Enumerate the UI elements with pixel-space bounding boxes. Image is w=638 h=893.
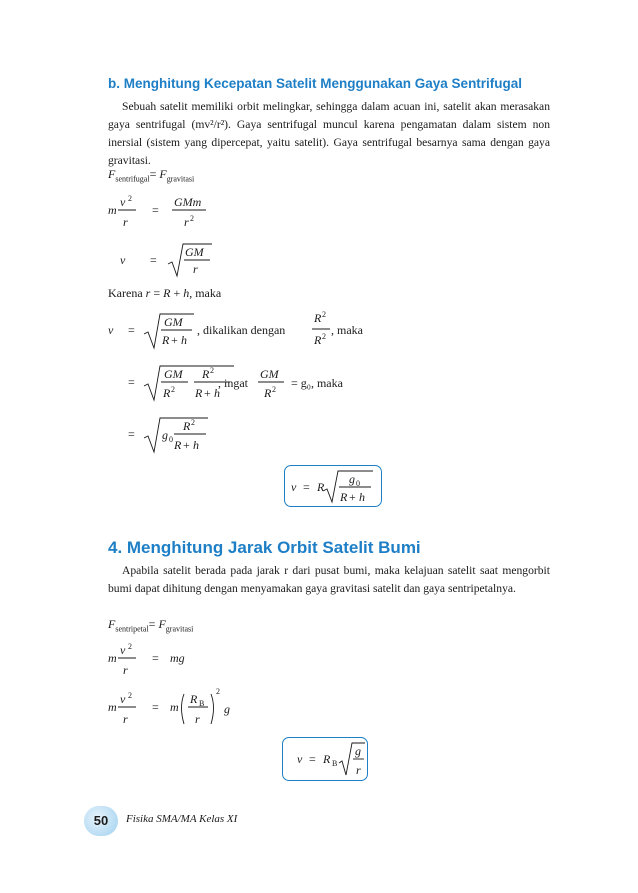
svg-text:g: g [349,472,355,486]
svg-text:GM: GM [164,315,183,329]
svg-text:2: 2 [210,366,214,375]
eq-ingat-g0 [108,360,388,406]
svg-text:h: h [359,490,365,504]
boxed-formula-v-r-g0 [289,466,379,506]
svg-text:r: r [123,215,128,229]
svg-text:+: + [204,386,211,400]
eq-mv2r-mrbr2g [108,686,258,732]
svg-text:2: 2 [190,214,194,223]
svg-text:v: v [291,480,297,494]
svg-text:R: R [340,490,348,504]
svg-text:R: R [183,419,191,433]
section-b-paragraph-text: Sebuah satelit memiliki orbit melingkar, sehingga dalam acuan ini, satelit akan merasakan gaya sentrifugal (mv²/r²). Gaya sentrifugal muncul karena pengamatan dalam sistem non inersial (sistem yang dipercepat, yaitu satelit). Gaya sentrifugal besarnya sama dengan gaya gravitasi. [108,100,550,167]
svg-text:h: h [193,438,199,452]
svg-text:2: 2 [322,310,326,319]
svg-text:2: 2 [171,385,175,394]
svg-text:m: m [170,700,179,714]
svg-text:2: 2 [322,332,326,341]
boxed-formula-v-rb-g-r [295,738,367,780]
maka-text: , maka [331,323,363,337]
svg-text:+: + [349,490,356,504]
eq-v-sqrt-gm-rh [108,308,388,354]
svg-text:+: + [183,438,190,452]
section-4-paragraph-text: Apabila satelit berada pada jarak r dari pusat bumi, maka kelajuan satelit saat mengorbit bumi dapat dihitung dengan menyamakan gaya gravitasi satelit dan gaya sentripetalnya. [108,564,550,595]
svg-text:=: = [150,253,157,267]
dikalikan-text: , dikalikan dengan [197,323,286,337]
svg-text:g: g [162,428,168,442]
eq-v-sqrt-gm-r [120,240,230,282]
svg-text:R: R [174,438,182,452]
eq-g0-r2-rh [108,412,228,458]
svg-text:+: + [171,333,178,347]
svg-text:h: h [181,333,187,347]
svg-text:R: R [314,333,322,347]
section-4-paragraph [108,562,550,598]
svg-text:R: R [317,480,325,494]
boxed-result-orbit-speed-rb [282,737,368,781]
svg-text:r: r [123,712,128,726]
svg-text:mg: mg [170,651,185,665]
svg-text:0: 0 [169,435,173,444]
svg-text:m: m [108,700,117,714]
svg-text:v: v [120,692,126,706]
svg-text:=: = [128,375,135,389]
svg-text:g: g [355,744,361,758]
svg-text:2: 2 [272,385,276,394]
svg-text:r: r [193,262,198,276]
svg-text:r: r [184,215,189,229]
svg-text:v: v [108,323,114,337]
svg-text:R: R [202,367,210,381]
svg-text:R: R [162,333,170,347]
svg-text:v: v [120,643,126,657]
svg-text:R: R [190,692,198,706]
svg-text:GM: GM [260,367,279,381]
svg-text:r: r [356,763,361,777]
karena-line: Karena r = R + h, maka [108,286,222,300]
boxed-result-orbit-speed [284,465,382,507]
svg-text:0: 0 [356,479,360,488]
svg-text:2: 2 [216,687,220,696]
section-b-heading: b. Menghitung Kecepatan Satelit Menggunakan Gaya Sentrifugal [108,76,523,91]
svg-text:=: = [303,480,310,494]
svg-text:2: 2 [128,642,132,651]
eq-mv2r-gmm [108,193,248,235]
svg-text:m: m [108,651,117,665]
svg-text:GM: GM [164,367,183,381]
svg-text:=: = [152,203,159,217]
svg-text:R: R [323,752,331,766]
section-b-paragraph [108,98,550,170]
svg-text:=: = [309,752,316,766]
svg-text:GMm: GMm [174,195,202,209]
svg-text:B: B [332,759,338,768]
svg-text:=: = [152,651,159,665]
svg-text:R: R [163,386,171,400]
eq-sentripetal-force: $F_{sentripetal}= F_{gravitasi}$ [108,617,194,634]
svg-text:r: r [123,663,128,677]
svg-text:v: v [120,253,126,267]
page-number: 50 [84,806,118,836]
svg-text:=: = [128,427,135,441]
svg-text:=: = [128,323,135,337]
svg-text:m: m [108,203,117,217]
svg-text:g: g [224,702,230,716]
svg-text:2: 2 [191,418,195,427]
svg-text:B: B [199,699,205,708]
section-4-heading: 4. Menghitung Jarak Orbit Satelit Bumi [108,538,421,557]
eq-sentrifugal-force: $F_{sentrifugal}= F_{gravitasi}$ [108,167,195,184]
svg-text:R: R [314,311,322,325]
svg-text:R: R [264,386,272,400]
g0-maka-text: = g₀, maka [291,376,343,390]
svg-text:=: = [152,700,159,714]
svg-text:v: v [120,195,126,209]
svg-text:h: h [214,386,220,400]
ingat-text: , ingat [218,376,248,390]
svg-text:v: v [297,752,303,766]
eq-mv2r-mg [108,640,218,682]
book-title: Fisika SMA/MA Kelas XI [126,813,238,825]
svg-text:GM: GM [185,245,204,259]
svg-text:R: R [195,386,203,400]
svg-text:2: 2 [128,194,132,203]
svg-text:r: r [195,712,200,726]
svg-text:2: 2 [128,691,132,700]
